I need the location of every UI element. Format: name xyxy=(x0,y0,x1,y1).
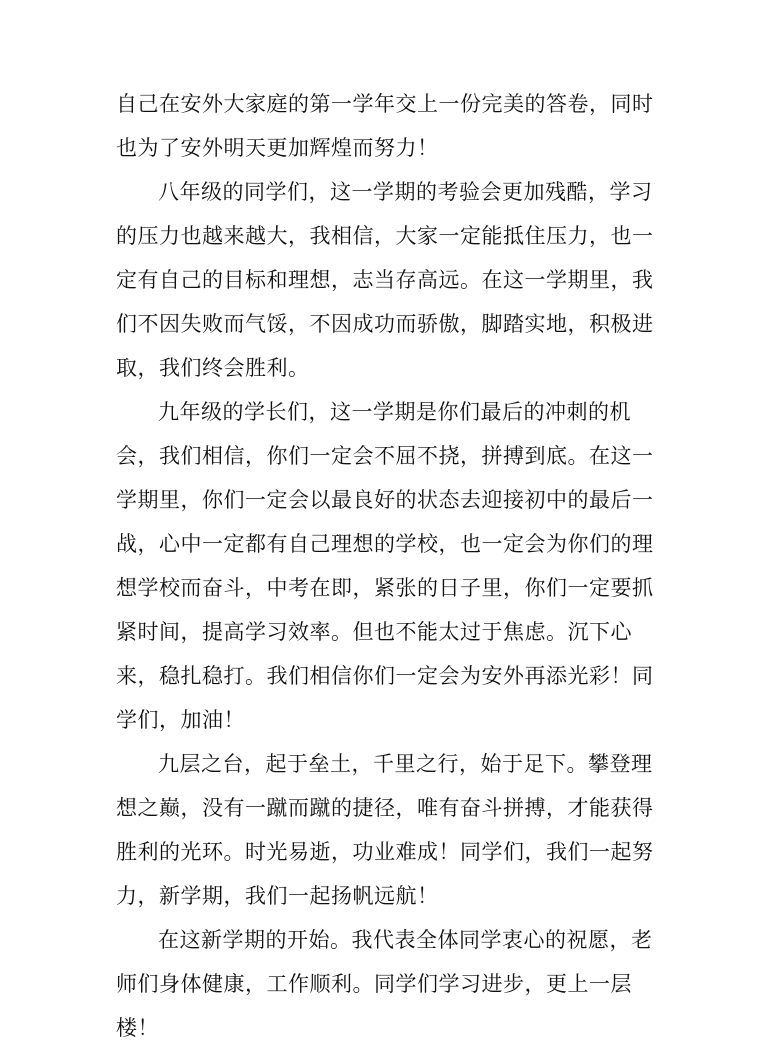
text-line: 会，我们相信，你们一定会不屈不挠，拼搏到底。在这一 xyxy=(116,444,654,468)
paragraph-encouragement xyxy=(116,742,654,918)
text-line: 胜利的光环。时光易逝，功业难成！同学们，我们一起努 xyxy=(116,840,654,864)
text-line: 也为了安外明天更加辉煌而努力！ xyxy=(116,136,439,160)
text-line: 学们，加油！ xyxy=(116,708,245,732)
document-body xyxy=(116,82,654,1050)
text-line: 的压力也越来越大，我相信，大家一定能抵住压力，也一 xyxy=(116,224,654,248)
paragraph-grade-nine xyxy=(116,390,654,742)
paragraph-continuation xyxy=(116,82,654,170)
text-line: 九年级的学长们，这一学期是你们最后的冲刺的机 xyxy=(158,400,631,424)
text-line: 想之巅，没有一蹴而蹴的捷径，唯有奋斗拼搏，才能获得 xyxy=(116,796,654,820)
text-line: 来，稳扎稳打。我们相信你们一定会为安外再添光彩！同 xyxy=(116,664,654,688)
text-line: 师们身体健康，工作顺利。同学们学习进步，更上一层 xyxy=(116,972,632,996)
text-line: 自己在安外大家庭的第一学年交上一份完美的答卷，同时 xyxy=(116,92,654,116)
text-line: 定有自己的目标和理想，志当存高远。在这一学期里，我 xyxy=(116,268,654,292)
paragraph-closing-wishes xyxy=(116,918,653,1050)
text-line: 在这新学期的开始。我代表全体同学衷心的祝愿，老 xyxy=(158,928,653,952)
text-line: 紧时间，提高学习效率。但也不能太过于焦虑。沉下心 xyxy=(116,620,632,644)
text-line: 九层之台，起于垒土，千里之行，始于足下。攀登理 xyxy=(158,752,653,776)
text-line: 楼！ xyxy=(116,1016,159,1040)
text-line: 战，心中一定都有自己理想的学校，也一定会为你们的理 xyxy=(116,532,654,556)
text-line: 想学校而奋斗，中考在即，紧张的日子里，你们一定要抓 xyxy=(116,576,654,600)
text-line: 学期里，你们一定会以最良好的状态去迎接初中的最后一 xyxy=(116,488,654,512)
text-line: 取，我们终会胜利。 xyxy=(116,356,310,380)
text-line: 们不因失败而气馁，不因成功而骄傲，脚踏实地，积极进 xyxy=(116,312,654,336)
paragraph-grade-eight xyxy=(116,170,654,390)
text-line: 八年级的同学们，这一学期的考验会更加残酷，学习 xyxy=(158,180,653,204)
text-line: 力，新学期，我们一起扬帆远航！ xyxy=(116,884,439,908)
